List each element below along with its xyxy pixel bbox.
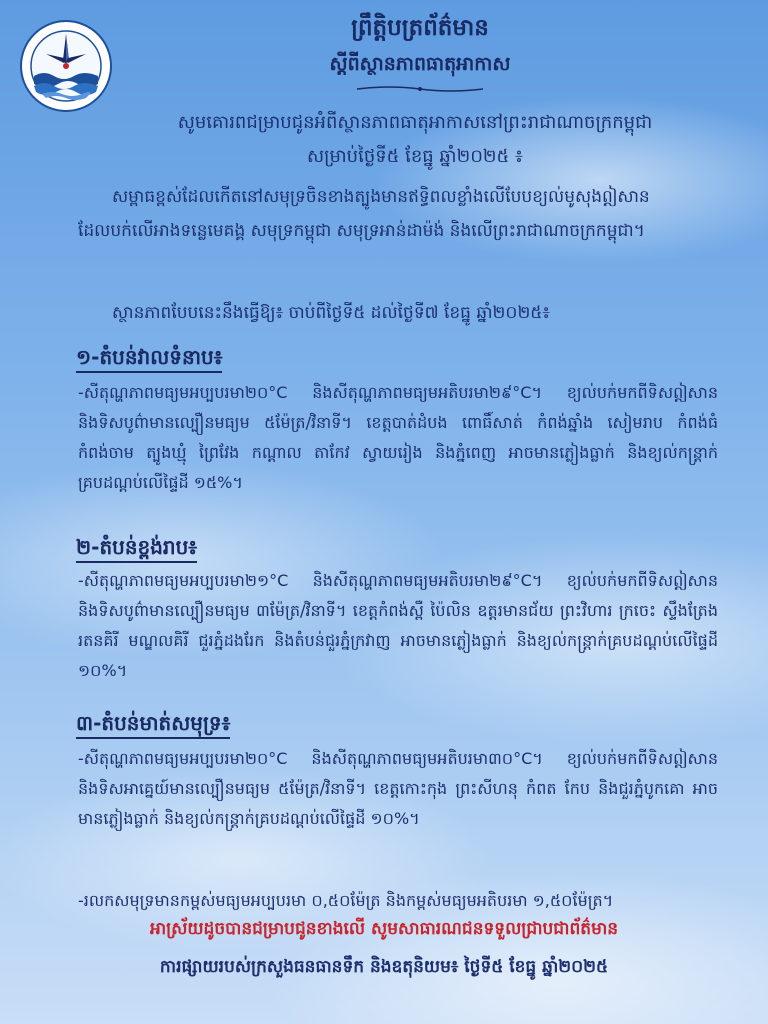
- intro-line: សូមគោរពជម្រាបជូនអំពីស្ថានភាពធាតុអាកាសនៅព្រះរាជាណាចក្រកម្ពុជា: [177, 112, 653, 133]
- wave-height-text: -រលកសមុទ្រមានកម្ពស់មធ្យមអប្បបរមា ០,៥០ម៉ែត្រ និងកម្ពស់មធ្យមអតិបរមា ១,៥០ម៉ែត្រ។: [78, 891, 614, 910]
- title-ornament-icon: [355, 84, 485, 94]
- intro-date-line: សម្រាប់ថ្ងៃទី៥ ខែធ្នូ ឆ្នាំ២០២៥ ៖: [307, 146, 523, 167]
- section-heading-plateau: ២-តំបន់ខ្ពង់រាប៖: [76, 534, 197, 563]
- intro-block: [120, 106, 710, 174]
- section-text-coastal: -សីតុណ្ហភាពមធ្យមអប្បបរមា២០°C និងសីតុណ្ហភាពមធ្យមអតិបរមា៣០°C។ ខ្យល់បក់មកពីទិសឦសាន និងទិសអាគ្នេយ៍មានល្បឿនមធ្យម ៥ម៉ែត្រ/វិនាទី។ ខេត្តកោះកុង ព្រះសីហនុ កំពត កែប និងជួរភ្នំបូកគោ អាចមានភ្លៀងធ្លាក់ និងខ្យល់កន្ត្រាក់គ្របដណ្តប់លើផ្ទៃដី ១០%។: [78, 749, 718, 828]
- forecast-period-paragraph: ស្ថានភាពបែបនេះនឹងធ្វើឱ្យ៖ ចាប់ពីថ្ងៃទី៥ ដល់ថ្ងៃទី៧ ខែធ្នូ ឆ្នាំ២០២៥៖: [112, 303, 550, 323]
- bulletin-title: ព្រឹត្តិបត្រព័ត៌មាន: [351, 15, 489, 41]
- section-heading-lowland: ១-តំបន់វាលទំនាប៖: [76, 344, 222, 373]
- section-heading-coastal: ៣-តំបន់មាត់សមុទ្រ៖: [76, 710, 230, 739]
- bulletin-subtitle: ស្តីពីស្ថានភាពធាតុអាកាស: [329, 53, 511, 75]
- section-text-lowland: -សីតុណ្ហភាពមធ្យមអប្បបរមា២០°C និងសីតុណ្ហភាពមធ្យមអតិបរមា២៩°C។ ខ្យល់បក់មកពីទិសឦសាន និងទិសបូព៌ាមានល្បឿនមធ្យម ៥ម៉ែត្រ/វិនាទី។ ខេត្តបាត់ដំបង ពោធិ៍សាត់ កំពង់ឆ្នាំង សៀមរាប កំពង់ធំ កំពង់ចាម ត្បូងឃ្មុំ ព្រៃវែង កណ្តាល តាកែវ ស្វាយរៀង និងភ្នំពេញ អាចមានភ្លៀងធ្លាក់ និងខ្យល់កន្ត្រាក់គ្របដណ្តប់លើផ្ទៃដី ១៥%។: [78, 383, 718, 492]
- ministry-release-line: ការផ្សាយរបស់ក្រសួងធនធានទឹក និងឧតុនិយម៖ ថ្ងៃទី៥ ខែធ្នូ ឆ្នាំ២០២៥: [159, 957, 609, 977]
- public-notice: អាស្រ័យដូចបានជម្រាបជូនខាងលើ សូមសាធារណជនទទួលជ្រាបជាព័ត៌មាន: [149, 919, 619, 939]
- ministry-logo-icon: [20, 20, 112, 112]
- synopsis-paragraph: សម្ពាធខ្ពស់ដែលកើតនៅសមុទ្រចិនខាងត្បូងមានឥទ្ធិពលខ្លាំងលើបែបខ្យល់មូសុងឦសាន ដែលបក់លើអាងទន្លេមេគង្គ សមុទ្រកម្ពុជា សមុទ្រអាន់ដាម៉ង់ និងលើព្រះរាជាណាចក្រកម្ពុជា។: [78, 187, 650, 241]
- section-text-plateau: -សីតុណ្ហភាពមធ្យមអប្បបរមា២១°C និងសីតុណ្ហភាពមធ្យមអតិបរមា២៩°C។ ខ្យល់បក់មកពីទិសឦសាន និងទិសបូព៌ាមានល្បឿនមធ្យម ៣ម៉ែត្រ/វិនាទី។ ខេត្តកំពង់ស្ពឺ ប៉ៃលិន ឧត្តរមានជ័យ ព្រះវិហារ ក្រចេះ ស្ទឹងត្រែង រតនគិរី មណ្ឌលគិរី ជួរភ្នំដងរែក និងតំបន់ជួរភ្នំក្រវាញ អាចមានភ្លៀងធ្លាក់ និងខ្យល់កន្ត្រាក់គ្របដណ្តប់លើផ្ទៃដី ១០%។: [78, 571, 718, 680]
